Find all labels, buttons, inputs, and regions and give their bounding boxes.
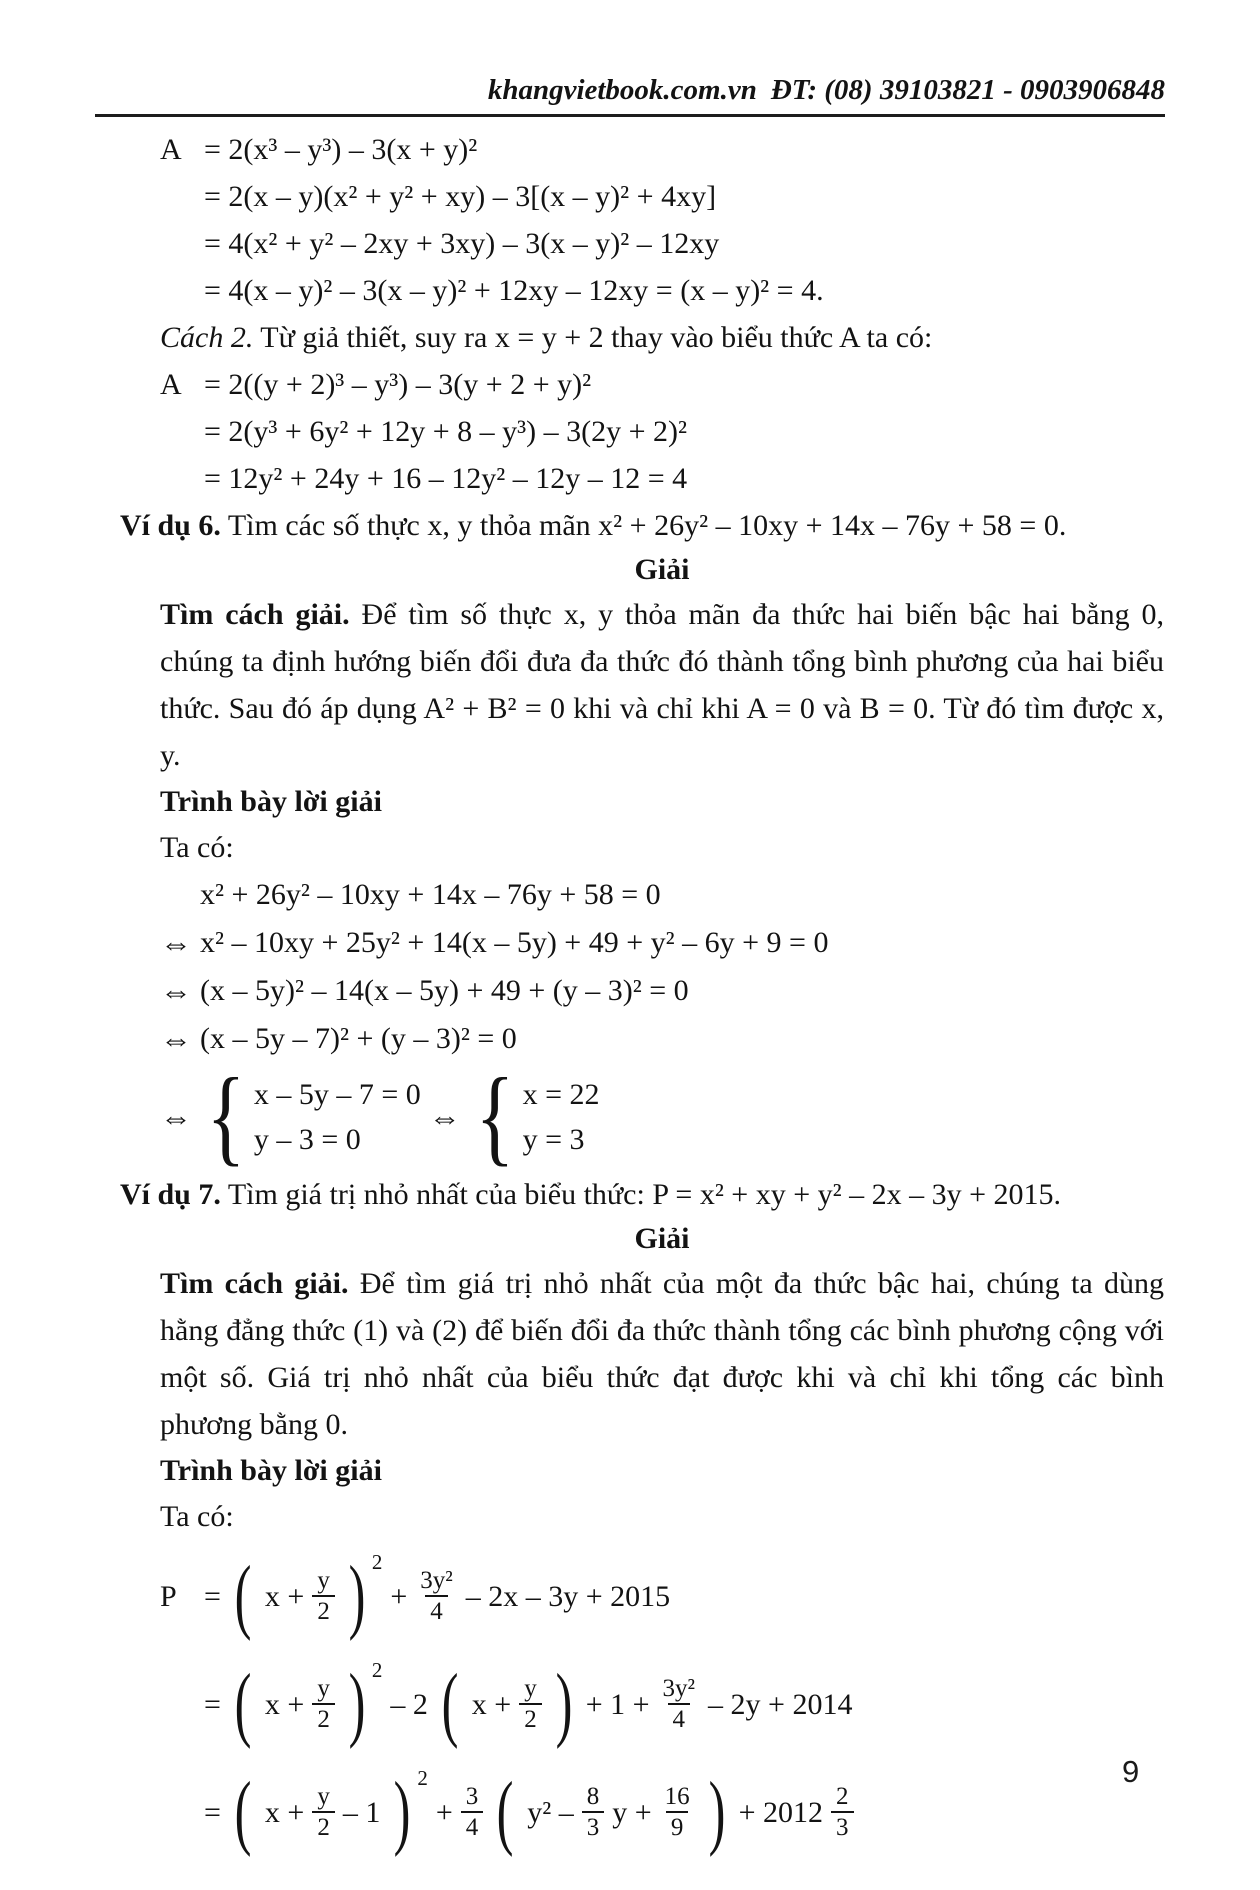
solution-heading: Giải	[634, 553, 690, 586]
math-text: =	[204, 1579, 221, 1613]
present-solution-heading: Trình bày lời giải	[160, 785, 382, 818]
big-parenthesis	[550, 1657, 578, 1750]
equation-system-line	[160, 1057, 1164, 1176]
method-2-paragraph	[160, 314, 1164, 361]
fraction	[312, 1782, 335, 1842]
example-6-label: Ví dụ 6.	[120, 509, 221, 542]
case-row: x – 5y – 7 = 0	[253, 1078, 421, 1111]
parenthesis-glyph: (	[496, 1765, 514, 1858]
fraction-numerator: 3y²	[420, 1567, 453, 1594]
fraction	[660, 1782, 695, 1842]
equation-line	[160, 126, 1164, 173]
fraction-denominator: 4	[425, 1595, 448, 1626]
big-parenthesis	[388, 1765, 428, 1858]
page-content	[120, 126, 1165, 1868]
math-text: – 1	[342, 1795, 381, 1829]
parenthesis-glyph: )	[708, 1765, 726, 1858]
fraction	[831, 1782, 854, 1842]
fraction-denominator: 2	[312, 1703, 335, 1734]
big-parenthesis	[343, 1657, 383, 1750]
example-7-label: Ví dụ 7.	[120, 1178, 221, 1211]
math-text: (x – 5y)² – 14(x – 5y) + 49 + (y – 3)² = 0	[200, 974, 689, 1007]
fraction-numerator: y	[317, 1567, 330, 1594]
big-parenthesis	[491, 1765, 519, 1858]
find-method-6-paragraph	[160, 591, 1164, 779]
math-text: (x – 5y – 7)² + (y – 3)² = 0	[200, 1022, 517, 1055]
math-text: x² + 26y² – 10xy + 14x – 76y + 58 = 0	[200, 878, 661, 911]
parenthesis-glyph: )	[348, 1657, 366, 1750]
equation-line	[160, 408, 1164, 455]
math-text: x +	[264, 1687, 305, 1721]
equivalence-arrow: ⇔	[160, 925, 192, 961]
fraction-denominator: 3	[831, 1811, 854, 1842]
big-parenthesis	[436, 1657, 464, 1750]
fraction-denominator: 2	[312, 1595, 335, 1626]
fraction-numerator: 3y²	[662, 1675, 696, 1702]
equivalence-arrow: ⇔	[160, 1098, 192, 1135]
equation-line	[160, 1015, 1164, 1063]
equivalence-arrow: ⇔	[428, 1098, 461, 1135]
parenthesis-glyph: (	[234, 1765, 252, 1858]
fraction-denominator: 4	[668, 1703, 691, 1734]
case-row: y – 3 = 0	[253, 1123, 361, 1156]
parenthesis-glyph: (	[234, 1657, 252, 1750]
fraction-denominator: 9	[666, 1811, 689, 1842]
case-row: x = 22	[522, 1078, 600, 1111]
equation-line-p3	[160, 1760, 1164, 1864]
parenthesis-glyph: (	[441, 1657, 459, 1750]
find-method-label: Tìm cách giải.	[160, 598, 350, 631]
exponent: 2	[371, 1550, 383, 1574]
equation-line	[160, 361, 1164, 408]
brace-glyph: {	[206, 1057, 246, 1176]
brace-glyph: {	[475, 1057, 515, 1176]
math-text: = 4(x² + y² – 2xy + 3xy) – 3(x – y)² – 12xy	[204, 227, 720, 260]
math-text: +	[435, 1795, 453, 1829]
find-method-text: Để tìm giá trị nhỏ nhất của một đa thức bậc hai, chúng ta dùng hằng đẳng thức (1) và (2) để biến đổi đa thức thành tổng các bình phương cộng với một số. Giá trị nhỏ nhất của biểu thức đạt được khi và chỉ khi tổng các bình phương bằng 0.	[160, 1267, 1165, 1441]
big-parenthesis	[343, 1549, 383, 1642]
solution-heading: Giải	[634, 1222, 690, 1255]
cases-group	[469, 1057, 600, 1176]
fraction	[312, 1566, 335, 1626]
we-have-label: Ta có:	[160, 831, 234, 864]
math-label: A	[160, 368, 182, 401]
equation-line	[160, 267, 1164, 314]
fraction-numerator: y	[524, 1675, 537, 1702]
math-text: + 2012	[738, 1795, 824, 1829]
math-text: = 2(x³ – y³) – 3(x + y)²	[204, 133, 478, 166]
find-method-text: Để tìm số thực x, y thỏa mãn đa thức hai biến bậc hai bằng 0, chúng ta định hướng biến đổi đưa đa thức đó thành tổng bình phương của hai biểu thức. Sau đó áp dụng A² + B² = 0 khi và chỉ khi A = 0 và B = 0. Từ đó tìm được x, y.	[160, 598, 1165, 772]
math-text: = 2(y³ + 6y² + 12y + 8 – y³) – 3(2y + 2)²	[204, 415, 688, 448]
equation-line	[160, 173, 1164, 220]
page-number: 9	[1122, 1754, 1140, 1789]
math-text: x +	[264, 1795, 305, 1829]
equation-line	[160, 220, 1164, 267]
equation-line	[160, 967, 1164, 1015]
math-text: +	[390, 1579, 408, 1613]
math-text: + 1 +	[585, 1687, 650, 1721]
we-have-label: Ta có:	[160, 1500, 234, 1533]
parenthesis-glyph: )	[555, 1657, 573, 1750]
math-text: = 4(x – y)² – 3(x – y)² + 12xy – 12xy = (x – y)² = 4.	[204, 274, 824, 307]
example-7-text: Tìm giá trị nhỏ nhất của biểu thức: P = x² + xy + y² – 2x – 3y + 2015.	[227, 1178, 1062, 1211]
fraction	[658, 1674, 701, 1734]
fraction-numerator: y	[317, 1675, 330, 1702]
example-6-text: Tìm các số thực x, y thỏa mãn x² + 26y² – 10xy + 14x – 76y + 58 = 0.	[227, 509, 1067, 542]
big-parenthesis	[229, 1657, 257, 1750]
fraction	[312, 1674, 335, 1734]
fraction	[461, 1782, 484, 1842]
fraction-numerator: 16	[664, 1783, 690, 1810]
equation-line	[160, 919, 1164, 967]
page-header	[488, 74, 1165, 107]
fraction-denominator: 2	[519, 1703, 542, 1734]
cases-column	[523, 1072, 600, 1162]
equivalence-arrow: ⇔	[160, 973, 192, 1009]
math-text: – 2x – 3y + 2015	[465, 1579, 671, 1613]
cases-group	[200, 1057, 421, 1176]
math-text: x² – 10xy + 25y² + 14(x – 5y) + 49 + y² – 6y + 9 = 0	[200, 926, 829, 959]
example-7-title	[120, 1171, 1164, 1218]
parenthesis-glyph: )	[393, 1765, 411, 1858]
math-label: A	[160, 133, 182, 166]
fraction	[582, 1782, 605, 1842]
big-parenthesis	[703, 1765, 731, 1858]
math-text: y +	[612, 1795, 652, 1829]
header-rule	[95, 114, 1165, 117]
exponent: 2	[371, 1658, 383, 1682]
big-parenthesis	[229, 1765, 257, 1858]
fraction-numerator: 8	[586, 1783, 600, 1810]
method-2-label: Cách 2.	[160, 321, 254, 354]
math-text: = 2(x – y)(x² + y² + xy) – 3[(x – y)² + 4xy]	[204, 180, 717, 213]
example-6-title	[120, 502, 1164, 549]
math-text: =	[204, 1687, 221, 1721]
equation-line-p1	[160, 1544, 1164, 1648]
math-text: – 2	[390, 1687, 428, 1721]
fraction-denominator: 3	[582, 1811, 605, 1842]
fraction	[519, 1674, 542, 1734]
math-text: = 12y² + 24y + 16 – 12y² – 12y – 12 = 4	[204, 462, 688, 495]
cases-column	[254, 1072, 421, 1162]
fraction-denominator: 4	[461, 1811, 484, 1842]
math-text: y² –	[527, 1795, 574, 1829]
fraction	[415, 1566, 458, 1626]
parenthesis-glyph: (	[234, 1549, 252, 1642]
math-text: = 2((y + 2)³ – y³) – 3(y + 2 + y)²	[204, 368, 592, 401]
method-2-text: Từ giả thiết, suy ra x = y + 2 thay vào biểu thức A ta có:	[260, 321, 933, 354]
find-method-7-paragraph	[160, 1260, 1164, 1448]
equation-line	[160, 455, 1164, 502]
equation-line	[200, 871, 1164, 919]
math-label: P	[160, 1579, 177, 1613]
math-text: x +	[264, 1579, 305, 1613]
fraction-numerator: 3	[465, 1783, 479, 1810]
header-site-text: khangvietbook.com.vn	[487, 74, 757, 106]
fraction-numerator: y	[317, 1783, 330, 1810]
equivalence-arrow: ⇔	[160, 1021, 192, 1057]
case-row: y = 3	[522, 1123, 585, 1156]
header-phone-text: ĐT: (08) 39103821 - 0903906848	[770, 74, 1165, 106]
fraction-numerator: 2	[836, 1783, 849, 1810]
fraction-denominator: 2	[312, 1811, 335, 1842]
math-text: =	[204, 1795, 221, 1829]
big-parenthesis	[229, 1549, 257, 1642]
equation-line-p2	[160, 1652, 1164, 1756]
find-method-label: Tìm cách giải.	[160, 1267, 349, 1300]
parenthesis-glyph: )	[348, 1549, 366, 1642]
exponent: 2	[417, 1766, 428, 1790]
math-text: x +	[471, 1687, 512, 1721]
present-solution-heading: Trình bày lời giải	[160, 1454, 382, 1487]
math-text: – 2y + 2014	[708, 1687, 853, 1721]
